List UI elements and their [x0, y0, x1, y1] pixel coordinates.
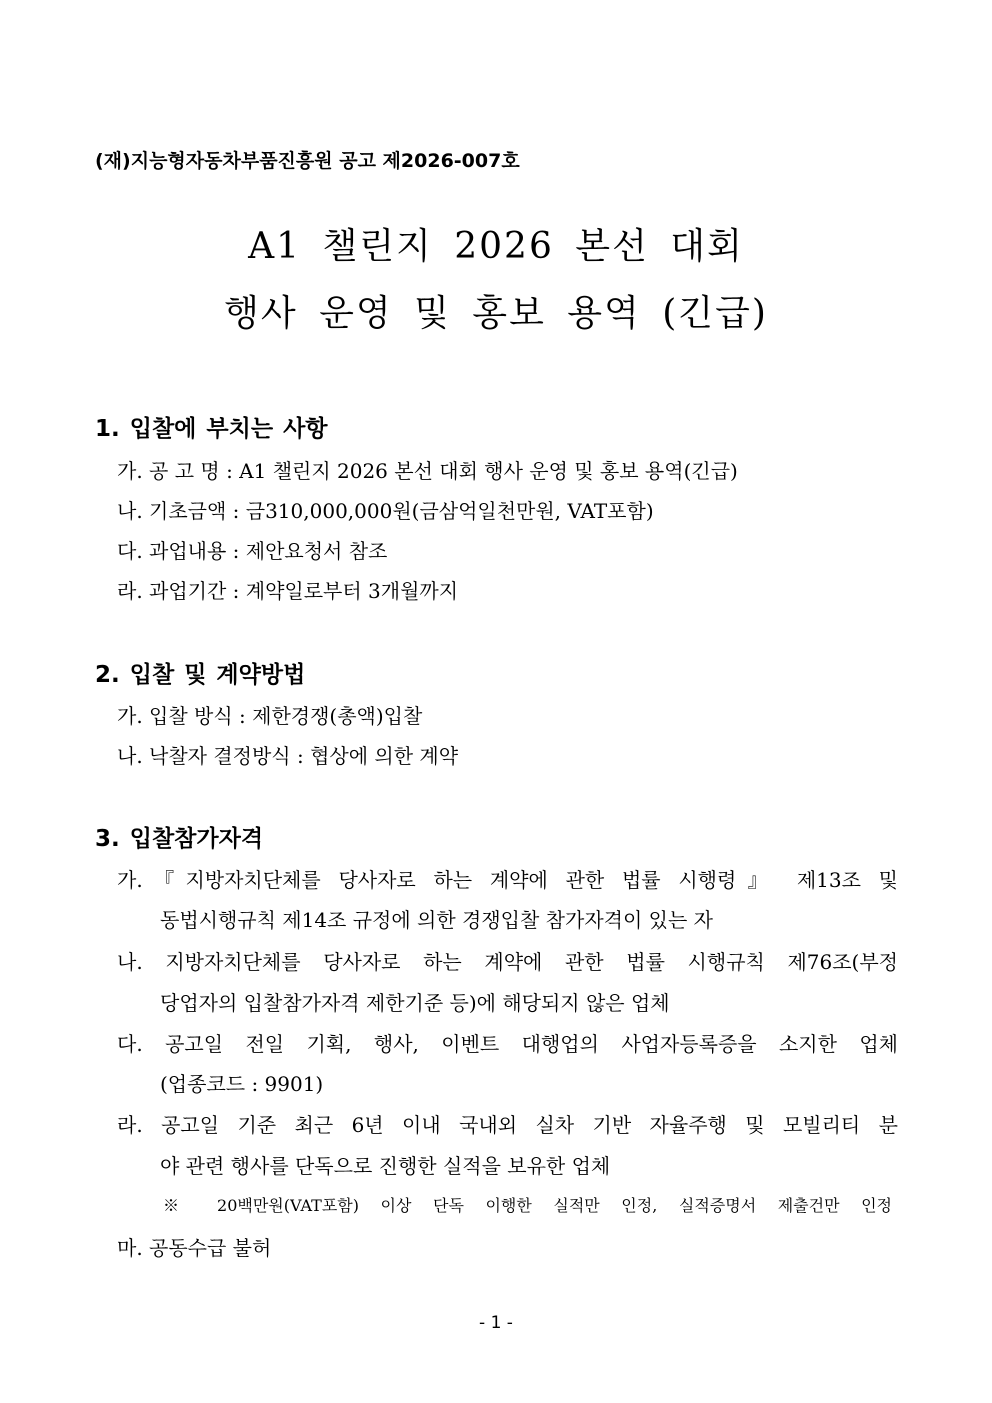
section-3-item-na-line-1: 나. 지방자치단체를 당사자로 하는 계약에 관한 법률 시행규칙 제76조(부정	[117, 950, 898, 974]
section-2-item-na: 나. 낙찰자 결정방식 : 협상에 의한 계약	[117, 744, 459, 768]
section-3-item-da-line-2: (업종코드 : 9901)	[160, 1072, 324, 1096]
notice-number: (재)지능형자동차부품진흥원 공고 제2026-007호	[95, 150, 520, 172]
section-3-item-da-line-1: 다. 공고일 전일 기획, 행사, 이벤트 대행업의 사업자등록증을 소지한 업체	[117, 1032, 898, 1056]
section-3-item-ra-line-1: 라. 공고일 기준 최근 6년 이내 국내외 실차 기반 자율주행 및 모빌리티 분	[117, 1113, 898, 1137]
section-3-item-ga-line-2: 동법시행규칙 제14조 규정에 의한 경쟁입찰 참가자격이 있는 자	[160, 908, 713, 932]
section-3-item-na-line-2: 당업자의 입찰참가자격 제한기준 등)에 해당되지 않은 업체	[160, 991, 670, 1015]
section-3-heading: 3. 입찰참가자격	[95, 826, 264, 852]
section-3-item-ma: 마. 공동수급 불허	[117, 1236, 272, 1260]
section-1-item-ga: 가. 공 고 명 : A1 챌린지 2026 본선 대회 행사 운영 및 홍보 용역(긴급)	[117, 459, 738, 483]
section-1-item-na: 나. 기초금액 : 금310,000,000원(금삼억일천만원, VAT포함)	[117, 499, 654, 523]
page-number: - 1 -	[479, 1313, 513, 1333]
section-3-item-ga-line-1: 가.『지방자치단체를 당사자로 하는 계약에 관한 법률 시행령』 제13조 및	[117, 868, 898, 892]
section-2-heading: 2. 입찰 및 계약방법	[95, 662, 306, 688]
title-line-2: 행사 운영 및 홍보 용역 (긴급)	[224, 293, 768, 334]
section-3-item-ra-line-2: 야 관련 행사를 단독으로 진행한 실적을 보유한 업체	[160, 1154, 611, 1178]
section-1-heading: 1. 입찰에 부치는 사항	[95, 416, 328, 442]
section-3-note: ※ 20백만원(VAT포함) 이상 단독 이행한 실적만 인정, 실적증명서 제출건만 인정	[163, 1196, 892, 1215]
section-2-item-ga: 가. 입찰 방식 : 제한경쟁(총액)입찰	[117, 704, 423, 728]
section-1-item-ra: 라. 과업기간 : 계약일로부터 3개월까지	[117, 579, 459, 603]
section-1-item-da: 다. 과업내용 : 제안요청서 참조	[117, 539, 388, 563]
title-line-1: A1 챌린지 2026 본선 대회	[248, 226, 744, 267]
